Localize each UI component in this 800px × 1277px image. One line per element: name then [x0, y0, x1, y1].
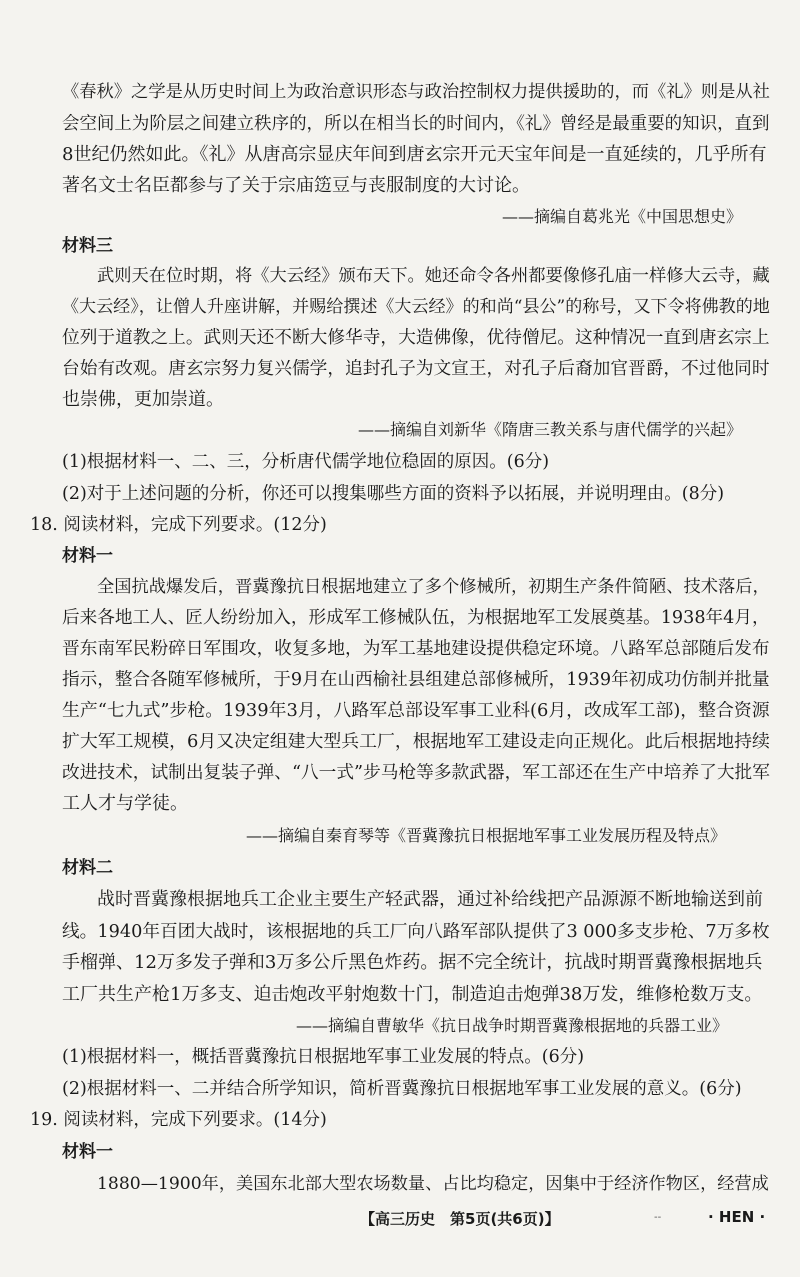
source-citation: ——摘编自秦育琴等《晋冀豫抗日根据地军事工业发展历程及特点》	[246, 826, 727, 845]
paragraph-line: 全国抗战爆发后，晋冀豫抗日根据地建立了多个修械所，初期生产条件简陋、技术落后，	[97, 577, 770, 597]
paragraph-line: 指示，整合各随军修械所，于9月在山西榆社县组建总部修械所，1939年初成功仿制并批量	[62, 670, 770, 690]
material-heading: 材料一	[62, 546, 113, 566]
paragraph-line: 台始有改观。唐玄宗努力复兴儒学，追封孔子为文宣王，对孔子后裔加官晋爵，不过他同时	[62, 359, 770, 379]
paragraph-line: 《春秋》之学是从历史时间上为政治意识形态与政治控制权力提供援助的，而《礼》则是从社	[62, 82, 770, 102]
question-17-2: (2)对于上述问题的分析，你还可以搜集哪些方面的资料予以拓展，并说明理由。(8分)	[62, 484, 725, 504]
paragraph-line: 线。1940年百团大战时，该根据地的兵工厂向八路军部队提供了3 000多支步枪、7万多枚	[62, 922, 770, 942]
paragraph-line: 改进技术，试制出复装子弹、“八一式”步马枪等多款武器，军工部还在生产中培养了大批军	[62, 763, 770, 783]
question-17-1: (1)根据材料一、二、三，分析唐代儒学地位稳固的原因。(6分)	[62, 452, 550, 472]
exam-code: · HEN ·	[708, 1208, 766, 1226]
footer-mark: --	[654, 1212, 662, 1223]
paragraph-line: 著名文士名臣都参与了关于宗庙笾豆与丧服制度的大讨论。	[62, 175, 530, 196]
paragraph-line: 战时晋冀豫根据地兵工企业主要生产轻武器，通过补给线把产品源源不断地输送到前	[97, 889, 763, 910]
paragraph-line: 位列于道教之上。武则天还不断大修华寺，大造佛像，优待僧尼。这种情况一直到唐玄宗上	[62, 328, 770, 348]
source-citation: ——摘编自刘新华《隋唐三教关系与唐代儒学的兴起》	[358, 420, 743, 439]
source-citation: ——摘编自曹敏华《抗日战争时期晋冀豫根据地的兵器工业》	[296, 1016, 729, 1035]
paragraph-line: 扩大军工规模，6月又决定组建大型兵工厂，根据地军工建设走向正规化。此后根据地持续	[62, 731, 770, 752]
paragraph-line: 工人才与学徒。	[62, 793, 188, 814]
paragraph-line: 工厂共生产枪1万多支、迫击炮改平射炮数十门，制造迫击炮弹38万发，维修枪数万支。	[62, 984, 763, 1005]
page-number-label: 【高三历史 第5页(共6页)】	[360, 1210, 560, 1228]
paragraph-line: 会空间上为阶层之间建立秩序的，所以在相当长的时间内，《礼》曾经是最重要的知识，直到	[62, 114, 770, 134]
question-18-1: (1)根据材料一，概括晋冀豫抗日根据地军事工业发展的特点。(6分)	[62, 1047, 585, 1067]
paragraph-line: 《大云经》，让僧人升座讲解，并赐给撰述《大云经》的和尚“县公”的称号，又下令将佛教的地	[62, 297, 770, 317]
paragraph-line: 手榴弹、12万多发子弹和3万多公斤黑色炸药。据不完全统计，抗战时期晋冀豫根据地兵	[62, 952, 763, 973]
question-18-title: 18. 阅读材料，完成下列要求。(12分)	[30, 515, 327, 535]
paragraph-line: 也崇佛，更加崇道。	[62, 389, 224, 410]
paragraph-line: 8世纪仍然如此。《礼》从唐高宗显庆年间到唐玄宗开元天宝年间是一直延续的，几乎所有	[62, 144, 767, 165]
material-heading: 材料一	[62, 1142, 113, 1162]
question-19-title: 19. 阅读材料，完成下列要求。(14分)	[30, 1110, 327, 1130]
paragraph-line: 武则天在位时期，将《大云经》颁布天下。她还命令各州都要像修孔庙一样修大云寺，藏	[97, 266, 770, 286]
material-heading: 材料二	[62, 858, 113, 878]
source-citation: ——摘编自葛兆光《中国思想史》	[502, 207, 743, 226]
paragraph-line: 生产“七九式”步枪。1939年3月，八路军总部设军事工业科(6月，改成军工部)，整合资源	[62, 700, 770, 721]
question-18-2: (2)根据材料一、二并结合所学知识，简析晋冀豫抗日根据地军事工业发展的意义。(6分)	[62, 1079, 742, 1099]
material-heading: 材料三	[62, 236, 113, 256]
paragraph-line: 晋东南军民粉碎日军围攻，收复多地，为军工基地建设提供稳定环境。八路军总部随后发布	[62, 639, 770, 659]
paragraph-line: 1880—1900年，美国东北部大型农场数量、占比均稳定，因集中于经济作物区，经营成	[97, 1174, 769, 1194]
paragraph-line: 后来各地工人、匠人纷纷加入，形成军工修械队伍，为根据地军工发展奠基。1938年4月，	[62, 608, 770, 628]
